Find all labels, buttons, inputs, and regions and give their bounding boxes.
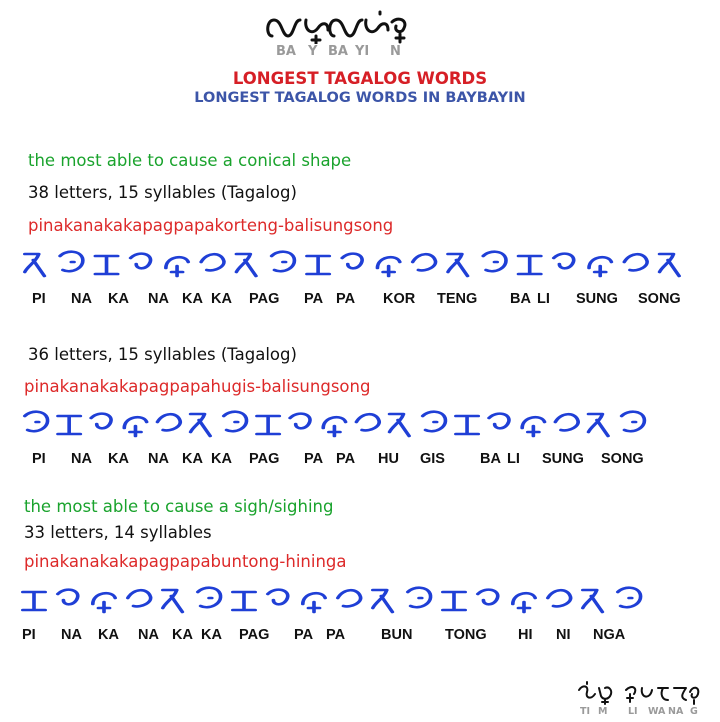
syllable-label: NA (148, 291, 169, 307)
syllable-label: PA (336, 451, 356, 467)
syllable-label: BA (510, 291, 531, 307)
baybayin-glyph (23, 592, 45, 610)
syllable-label: KA (108, 291, 129, 307)
baybayin-glyph (554, 254, 574, 269)
baybayin-glyph (443, 592, 465, 610)
section-3-note: the most able to cause a sigh/sighing (24, 497, 334, 516)
baybayin-glyph (555, 414, 578, 430)
baybayin-glyph (618, 588, 641, 608)
baybayin-glyph (342, 254, 362, 269)
syllable-label: NA (138, 627, 159, 643)
baybayin-glyph (224, 412, 247, 432)
syllable-label: HI (518, 627, 533, 643)
baybayin-glyph (356, 414, 379, 430)
section-2-stats: 36 letters, 15 syllables (Tagalog) (28, 345, 297, 364)
syllable-label: TENG (437, 291, 478, 307)
syllable-label: BA (480, 451, 501, 467)
section-1-stats: 38 letters, 15 syllables (Tagalog) (28, 183, 297, 202)
syllable-label: KA (98, 627, 119, 643)
syllable-label: SONG (601, 451, 644, 467)
syllable-label: PAG (249, 451, 280, 467)
section-3-word: pinakanakakapagpapabuntong-hininga (24, 552, 347, 571)
baybayin-glyph (128, 590, 151, 606)
page-subtitle: LONGEST TAGALOG WORDS IN BAYBAYIN (194, 90, 526, 106)
baybayin-glyph (489, 414, 509, 429)
baybayin-glyph (483, 252, 506, 272)
syllable-label: PI (32, 291, 46, 307)
syllable-label: HU (378, 451, 399, 467)
signature-tim-script (575, 680, 615, 706)
baybayin-glyph (191, 414, 211, 436)
baybayin-glyph (660, 254, 680, 276)
syllable-label: GIS (420, 451, 445, 467)
baybayin-glyph (622, 412, 645, 432)
baybayin-glyph (198, 588, 221, 608)
syllable-label: PAG (249, 291, 280, 307)
section-1-baybayin-script (18, 244, 698, 280)
baybayin-glyph (513, 593, 535, 612)
baybayin-glyph (338, 590, 361, 606)
baybayin-glyph (548, 590, 571, 606)
baybayin-glyph (448, 254, 468, 276)
baybayin-glyph (95, 256, 117, 274)
baybayin-glyph (307, 256, 329, 274)
logo-caption-n: N (390, 44, 401, 59)
baybayin-glyph (166, 257, 188, 276)
syllable-label: KOR (383, 291, 416, 307)
section-3-baybayin-script (16, 580, 656, 616)
baybayin-glyph (25, 254, 45, 276)
syllable-label: NA (71, 291, 92, 307)
baybayin-glyph (91, 414, 111, 429)
baybayin-glyph (373, 590, 393, 612)
baybayin-glyph (408, 588, 431, 608)
baybayin-glyph (377, 257, 399, 276)
baybayin-glyph (124, 417, 146, 436)
baybayin-glyph (60, 252, 83, 272)
syllable-label: PA (294, 627, 314, 643)
signature-liwanag-script (622, 680, 702, 706)
syllable-label: NA (61, 627, 82, 643)
section-1-word: pinakanakakapagpapakorteng-balisungsong (28, 216, 394, 235)
syllable-label: PAG (239, 627, 270, 643)
signature-caption-ti: TI (580, 706, 591, 717)
baybayin-logo-script (262, 6, 412, 44)
syllable-label: KA (172, 627, 193, 643)
signature-caption-na: NA (668, 706, 684, 717)
baybayin-glyph (163, 590, 183, 612)
baybayin-glyph (390, 414, 410, 436)
baybayin-glyph (478, 590, 498, 605)
syllable-label: PA (326, 627, 346, 643)
signature-caption-m: M (598, 706, 608, 717)
syllable-label: PA (304, 451, 324, 467)
baybayin-glyph (233, 592, 255, 610)
syllable-label: SONG (638, 291, 681, 307)
logo-caption-ba-2: BA (328, 44, 348, 59)
syllable-label: LI (507, 451, 520, 467)
syllable-label: BUN (381, 627, 413, 643)
logo-caption-yi: YI (355, 44, 370, 59)
baybayin-glyph (323, 417, 345, 436)
baybayin-glyph (93, 593, 115, 612)
baybayin-glyph (201, 254, 224, 270)
section-2-baybayin-script (18, 404, 658, 440)
syllable-label: KA (108, 451, 129, 467)
baybayin-glyph (290, 414, 310, 429)
syllable-label: KA (182, 451, 203, 467)
baybayin-glyph (624, 254, 647, 270)
baybayin-glyph (589, 257, 611, 276)
signature-caption-wa: WA (648, 706, 666, 717)
baybayin-glyph (131, 254, 151, 269)
baybayin-glyph (583, 590, 603, 612)
baybayin-glyph (518, 256, 540, 274)
syllable-label: NA (71, 451, 92, 467)
baybayin-glyph (25, 412, 48, 432)
syllable-label: LI (537, 291, 550, 307)
syllable-label: NGA (593, 627, 626, 643)
syllable-label: KA (211, 291, 232, 307)
syllable-label: PI (22, 627, 36, 643)
baybayin-glyph (272, 252, 295, 272)
baybayin-glyph (303, 593, 325, 612)
signature-caption-g: G (690, 706, 698, 717)
syllable-label: KA (211, 451, 232, 467)
syllable-label: KA (182, 291, 203, 307)
baybayin-glyph (58, 590, 78, 605)
section-1-note: the most able to cause a conical shape (28, 151, 352, 170)
syllable-label: TONG (445, 627, 487, 643)
syllable-label: SUNG (576, 291, 618, 307)
logo-caption-ba-1: BA (276, 44, 296, 59)
baybayin-glyph (522, 417, 544, 436)
syllable-label: SUNG (542, 451, 584, 467)
syllable-label: NA (148, 451, 169, 467)
baybayin-glyph (588, 414, 608, 436)
baybayin-glyph (58, 416, 80, 434)
syllable-label: PI (32, 451, 46, 467)
baybayin-glyph (268, 590, 288, 605)
baybayin-glyph (236, 254, 256, 276)
section-3-stats: 33 letters, 14 syllables (24, 523, 212, 542)
syllable-label: NI (556, 627, 571, 643)
section-2-word: pinakanakakapagpapahugis-balisungsong (24, 377, 371, 396)
baybayin-glyph (257, 416, 279, 434)
signature-caption-li: LI (628, 706, 638, 717)
syllable-label: KA (201, 627, 222, 643)
baybayin-glyph (157, 414, 180, 430)
logo-caption-y: Y (308, 44, 318, 59)
syllable-label: PA (304, 291, 324, 307)
baybayin-glyph (423, 412, 446, 432)
page-title: LONGEST TAGALOG WORDS (232, 69, 488, 88)
baybayin-glyph (413, 254, 436, 270)
syllable-label: PA (336, 291, 356, 307)
baybayin-glyph (456, 416, 478, 434)
